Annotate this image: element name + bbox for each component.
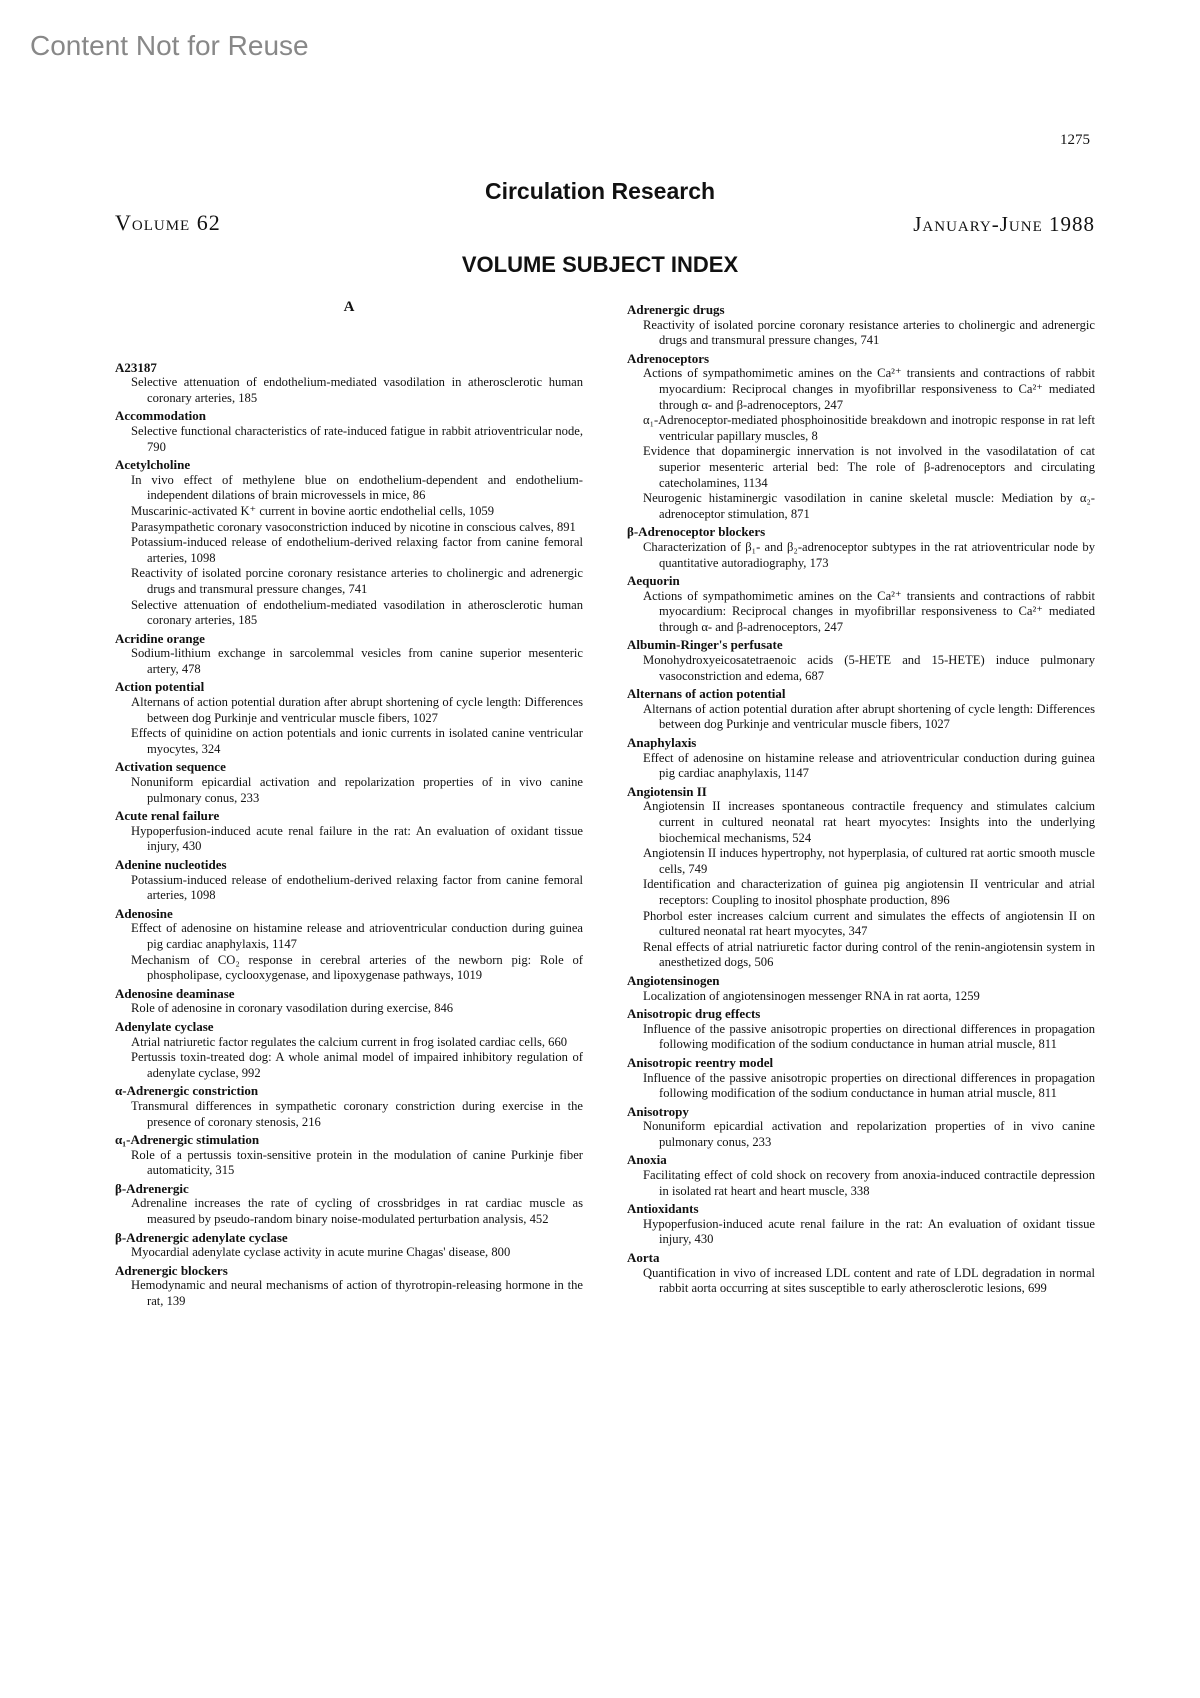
index-term: Anisotropy — [627, 1103, 689, 1119]
index-entry: Actions of sympathomimetic amines on the Ca²⁺ transients and contractions of rabbit myocardium: Reciprocal changes in myofibrillar responsiveness to Ca²⁺ mediated through α- and β-adrenoceptors, 247 — [643, 366, 1095, 412]
index-entry: Muscarinic-activated K⁺ current in bovine aortic endothelial cells, 1059 — [131, 503, 494, 518]
index-entry: Selective attenuation of endothelium-mediated vasodilation in atherosclerotic human coronary arteries, 185 — [131, 597, 583, 628]
index-term: Anisotropic drug effects — [627, 1006, 761, 1022]
index-term: Adenosine — [115, 905, 173, 921]
index-entry: Angiotensin II induces hypertrophy, not hyperplasia, of cultured rat aortic smooth muscle cells, 749 — [643, 846, 1095, 876]
index-term: Anoxia — [627, 1152, 667, 1168]
index-entry: Parasympathetic coronary vasoconstriction induced by nicotine in conscious calves, 891 — [131, 519, 576, 534]
index-term: Action potential — [115, 679, 205, 695]
index-term: β-Adrenoceptor blockers — [627, 524, 766, 540]
index-entry: Quantification in vivo of increased LDL content and rate of LDL degradation in normal rabbit aorta occurring at sites susceptible to early atherosclerotic lesions, 699 — [643, 1265, 1095, 1296]
index-entry: Transmural differences in sympathetic coronary constriction during exercise in the presence of coronary stenosis, 216 — [131, 1098, 583, 1129]
index-entry: Selective attenuation of endothelium-mediated vasodilation in atherosclerotic human coronary arteries, 185 — [131, 375, 583, 405]
index-entry: Alternans of action potential duration after abrupt shortening of cycle length: Differences between dog Purkinje and ventricular muscle fibers, 1027 — [131, 695, 583, 725]
index-term: Alternans of action potential — [627, 686, 786, 702]
index-entry: Angiotensin II increases spontaneous contractile frequency and stimulates calcium current in cultured neonatal rat heart myocytes: Insights into the underlying biochemical mechanisms, 524 — [643, 799, 1095, 845]
index-term: Adenosine deaminase — [115, 985, 235, 1001]
index-entry: Reactivity of isolated porcine coronary resistance arteries to cholinergic and adrenergic drugs and transmural pressure changes, 741 — [643, 317, 1095, 348]
index-term: Adrenergic drugs — [627, 302, 725, 317]
index-entry: Sodium-lithium exchange in sarcolemmal vesicles from canine superior mesenteric artery, 478 — [131, 646, 583, 676]
index-entry: Facilitating effect of cold shock on recovery from anoxia-induced contractile depression in isolated rat heart and heart muscle, 338 — [643, 1168, 1095, 1198]
index-entry: Hypoperfusion-induced acute renal failure in the rat: An evaluation of oxidant tissue injury, 430 — [643, 1216, 1095, 1247]
index-term: α₁-Adrenergic stimulation — [115, 1132, 260, 1148]
index-entry: α₁-Adrenoceptor-mediated phosphoinositide breakdown and inotropic response in rat left ventricular papillary muscles, 8 — [643, 413, 1095, 443]
index-term: Acetylcholine — [115, 457, 191, 473]
index-column-right — [627, 300, 1095, 1297]
index-term: β-Adrenergic adenylate cyclase — [115, 1229, 288, 1245]
index-entry: Evidence that dopaminergic innervation is not involved in the vasodilatation of cat superior mesenteric arterial bed: The role of β-adrenoceptors and circulating catecholamines, 1134 — [643, 444, 1095, 490]
index-entry: Influence of the passive anisotropic properties on directional differences in propagation following modification of the sodium conductance in human atrial muscle, 811 — [643, 1021, 1095, 1052]
index-term: Anisotropic reentry model — [627, 1054, 774, 1070]
index-entry: Hypoperfusion-induced acute renal failure in the rat: An evaluation of oxidant tissue injury, 430 — [131, 823, 583, 854]
index-entry: In vivo effect of methylene blue on endothelium-dependent and endothelium-independent dilations of brain microvessels in mice, 86 — [131, 472, 583, 503]
index-term: Antioxidants — [627, 1201, 699, 1217]
index-entry: Neurogenic histaminergic vasodilation in canine skeletal muscle: Mediation by α₂-adrenoceptor stimulation, 871 — [643, 491, 1095, 521]
index-column-left — [115, 300, 583, 1310]
index-term: A23187 — [115, 359, 157, 375]
watermark: Content Not for Reuse — [30, 30, 309, 61]
index-entry: Nonuniform epicardial activation and repolarization properties of in vivo canine pulmonary conus, 233 — [131, 775, 583, 805]
index-entry: Actions of sympathomimetic amines on the Ca²⁺ transients and contractions of rabbit myocardium: Reciprocal changes in myofibrillar responsiveness to Ca²⁺ mediated through α- and β-adrenoceptors, 247 — [643, 588, 1095, 634]
index-entry: Mechanism of CO₂ response in cerebral arteries of the newborn pig: Role of phospholipase, cyclooxygenase, and lipoxygenase pathways, 1019 — [131, 952, 583, 983]
index-term: Adrenergic blockers — [115, 1262, 228, 1278]
index-term: Acridine orange — [115, 630, 205, 646]
index-entry: Role of a pertussis toxin-sensitive protein in the modulation of canine Purkinje fiber automaticity, 315 — [131, 1147, 583, 1178]
index-term: Aorta — [627, 1250, 660, 1266]
volume-label: Volume 62 — [115, 210, 221, 235]
index-entry: Monohydroxyeicosatetraenoic acids (5-HETE and 15-HETE) induce pulmonary vasoconstriction and edema, 687 — [643, 653, 1095, 683]
index-term: Angiotensin II — [627, 783, 707, 799]
index-entry: Hemodynamic and neural mechanisms of action of thyrotropin-releasing hormone in the rat, 139 — [131, 1278, 583, 1309]
index-term: Aequorin — [627, 573, 680, 589]
index-term: α-Adrenergic constriction — [115, 1083, 259, 1099]
page-number: 1275 — [1060, 132, 1090, 148]
index-entry: Influence of the passive anisotropic properties on directional differences in propagation following modification of the sodium conductance in human atrial muscle, 811 — [643, 1070, 1095, 1101]
index-term: Angiotensinogen — [627, 972, 720, 988]
index-term: Albumin-Ringer's perfusate — [627, 637, 783, 653]
index-entry: Nonuniform epicardial activation and repolarization properties of in vivo canine pulmonary conus, 233 — [643, 1119, 1095, 1149]
index-entry: Atrial natriuretic factor regulates the calcium current in frog isolated cardiac cells, 660 — [131, 1034, 568, 1049]
index-entry: Phorbol ester increases calcium current and simulates the effects of angiotensin II on cultured neonatal rat heart myocytes, 347 — [643, 908, 1095, 939]
index-entry: Alternans of action potential duration after abrupt shortening of cycle length: Differences between dog Purkinje and ventricular muscle fibers, 1027 — [643, 701, 1095, 732]
index-entry: Adrenaline increases the rate of cycling of crossbridges in rat cardiac muscle as measured by pseudo-random binary noise-modulated perturbation analysis, 452 — [131, 1196, 583, 1227]
index-term: Adrenoceptors — [627, 350, 710, 366]
journal-title: Circulation Research — [484, 178, 716, 204]
index-entry: Pertussis toxin-treated dog: A whole animal model of impaired inhibitory regulation of adenylate cyclase, 992 — [131, 1050, 583, 1080]
index-entry: Identification and characterization of guinea pig angiotensin II ventricular and atrial receptors: Coupling to inositol phosphate production, 896 — [643, 877, 1095, 907]
index-entry: Role of adenosine in coronary vasodilation during exercise, 846 — [131, 1001, 454, 1016]
index-entry: Potassium-induced release of endothelium-derived relaxing factor from canine femoral arteries, 1098 — [131, 535, 583, 565]
issue-dates: January-June 1988 — [913, 212, 1095, 236]
section-letter: A — [343, 299, 355, 315]
index-entry: Myocardial adenylate cyclase activity in acute murine Chagas' disease, 800 — [131, 1245, 511, 1260]
index-term: β-Adrenergic — [115, 1180, 189, 1196]
index-entry: Potassium-induced release of endothelium-derived relaxing factor from canine femoral arteries, 1098 — [131, 872, 583, 903]
index-entry: Selective functional characteristics of rate-induced fatigue in rabbit atrioventricular node, 790 — [131, 423, 583, 454]
index-term: Adenylate cyclase — [115, 1018, 214, 1034]
index-term: Acute renal failure — [115, 808, 220, 824]
index-entry: Effect of adenosine on histamine release and atrioventricular conduction during guinea pig cardiac anaphylaxis, 1147 — [643, 750, 1095, 781]
index-entry: Localization of angiotensinogen messenger RNA in rat aorta, 1259 — [643, 988, 980, 1003]
index-entry: Reactivity of isolated porcine coronary resistance arteries to cholinergic and adrenergic drugs and transmural pressure changes, 741 — [131, 566, 583, 596]
index-term: Accommodation — [115, 408, 206, 424]
index-entry: Effect of adenosine on histamine release and atrioventricular conduction during guinea pig cardiac anaphylaxis, 1147 — [131, 921, 583, 951]
index-title: VOLUME SUBJECT INDEX — [461, 252, 739, 277]
index-entry: Effects of quinidine on action potentials and ionic currents in isolated canine ventricular myocytes, 324 — [131, 726, 583, 756]
index-term: Anaphylaxis — [627, 735, 697, 751]
index-term: Activation sequence — [115, 759, 226, 775]
index-entry: Characterization of β₁- and β₂-adrenoceptor subtypes in the rat atrioventricular node by quantitative autoradiography, 173 — [643, 539, 1095, 570]
index-term: Adenine nucleotides — [115, 857, 227, 872]
index-entry: Renal effects of atrial natriuretic factor during control of the renin-angiotensin system in anesthetized dogs, 506 — [643, 939, 1095, 970]
